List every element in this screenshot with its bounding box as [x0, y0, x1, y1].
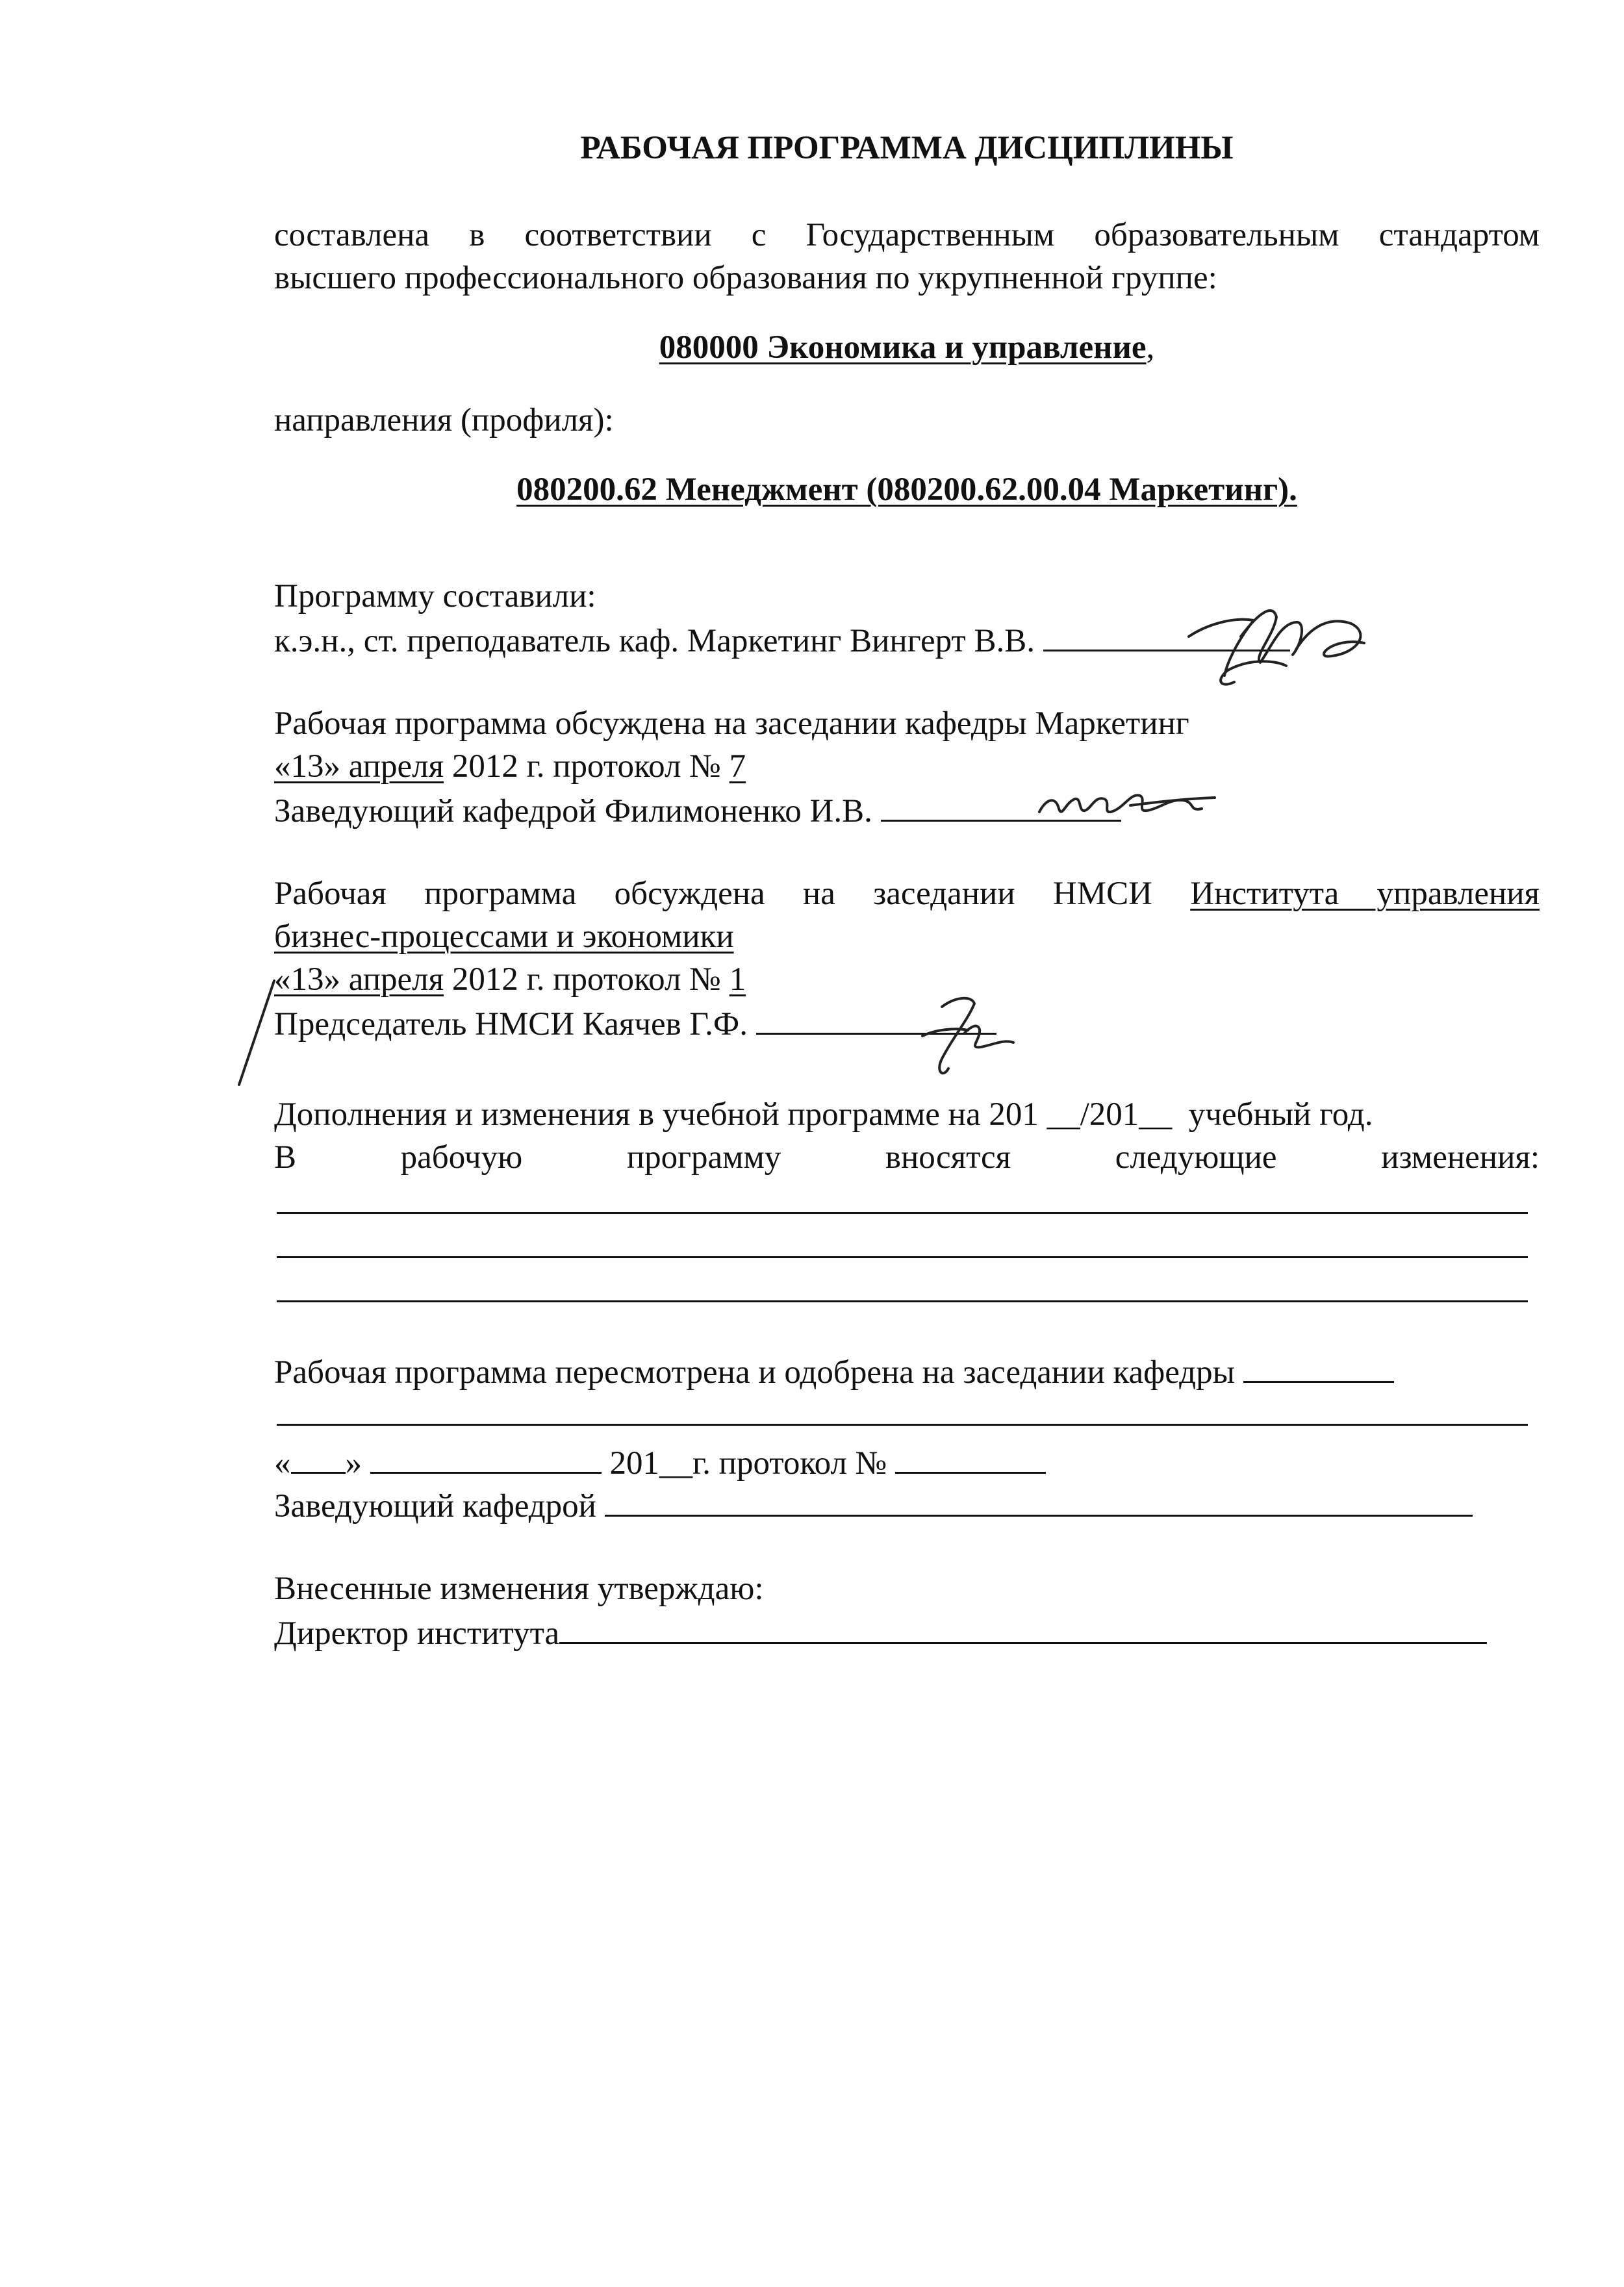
changes-blank-line-3 [277, 1300, 1528, 1302]
changes-blank-line-1 [277, 1212, 1528, 1214]
dept-meeting-date-rest: 2012 г. протокол № [444, 748, 730, 785]
changes-line-2: В рабочую программу вносятся следующие изменения: [274, 1139, 1540, 1176]
dept-meeting-line-2 [274, 747, 746, 786]
group-suffix: , [1146, 329, 1155, 366]
nmsi-chair-name: Председатель НМСИ Каячев Г.Ф. [274, 1006, 748, 1042]
review-month-blank [370, 1442, 602, 1474]
review-date-close: » [345, 1445, 362, 1482]
intro-line-1: составлена в соответствии с Государственным образовательным стандартом [274, 217, 1540, 253]
group-line [274, 328, 1540, 367]
review-head-signature-blank [605, 1485, 1473, 1517]
dept-meeting-line-1: Рабочая программа обсуждена на заседании кафедры Маркетинг [274, 705, 1189, 742]
review-head-line [274, 1485, 1473, 1526]
review-line-1 [274, 1351, 1394, 1392]
review-department-blank [1243, 1351, 1394, 1383]
nmsi-chair-signature-icon [896, 987, 1020, 1085]
authors-label: Программу составили: [274, 578, 596, 614]
review-day-blank [291, 1442, 346, 1474]
review-protocol-blank [895, 1442, 1046, 1474]
nmsi-meeting-date-rest: 2012 г. протокол № [444, 961, 730, 998]
intro-line-2: высшего профессионального образования по укрупненной группе: [274, 260, 1217, 296]
dept-meeting-protocol: 7 [729, 748, 746, 785]
direction-label: направления (профиля): [274, 402, 614, 438]
author-signature-icon [1163, 598, 1410, 695]
changes-blank-line-2 [277, 1256, 1528, 1258]
approval-director-label: Директор института [274, 1615, 560, 1652]
approval-line-1: Внесенные изменения утверждаю: [274, 1571, 764, 1607]
nmsi-meeting-protocol: 1 [729, 961, 746, 998]
nmsi-meeting-line-1 [274, 874, 1540, 913]
review-date-line [274, 1442, 1046, 1483]
nmsi-institute-part-1: Института управления [1190, 876, 1540, 912]
review-text: Рабочая программа пересмотрена и одобрена на заседании кафедры [274, 1354, 1235, 1391]
dept-head-signature-icon [1026, 773, 1221, 838]
review-head-label: Заведующий кафедрой [274, 1488, 596, 1524]
approval-director-signature-blank [559, 1612, 1487, 1644]
nmsi-meeting-line-3 [274, 960, 746, 999]
dept-meeting-date: «13» апреля [274, 748, 444, 785]
direction-line [274, 470, 1540, 509]
dept-head-line [274, 790, 1121, 831]
dept-head-name: Заведующий кафедрой Филимоненко И.В. [274, 793, 872, 829]
nmsi-chair-line [274, 1003, 996, 1044]
approval-director-line [274, 1612, 1487, 1653]
group-name: 080000 Экономика и управление [659, 329, 1147, 366]
nmsi-meeting-line-2 [274, 917, 734, 956]
review-date-open: « [274, 1445, 291, 1482]
document-title: РАБОЧАЯ ПРОГРАММА ДИСЦИПЛИНЫ [580, 130, 1234, 166]
review-blank-line [277, 1424, 1528, 1426]
nmsi-meeting-prefix: Рабочая программа обсуждена на заседании НМСИ [274, 876, 1191, 912]
review-year-protocol: 201__г. протокол № [609, 1445, 887, 1482]
author-line [274, 620, 1290, 661]
changes-line-1: Дополнения и изменения в учебной программе на 201 __/201__ учебный год. [274, 1096, 1373, 1133]
direction-name: 080200.62 Менеджмент (080200.62.00.04 Маркетинг). [516, 472, 1297, 508]
nmsi-institute-part-2: бизнес-процессами и экономики [274, 918, 734, 955]
nmsi-meeting-date: «13» апреля [274, 961, 444, 998]
author-name: к.э.н., ст. преподаватель каф. Маркетинг Вингерт В.В. [274, 623, 1035, 659]
margin-mark-icon [234, 974, 286, 1091]
